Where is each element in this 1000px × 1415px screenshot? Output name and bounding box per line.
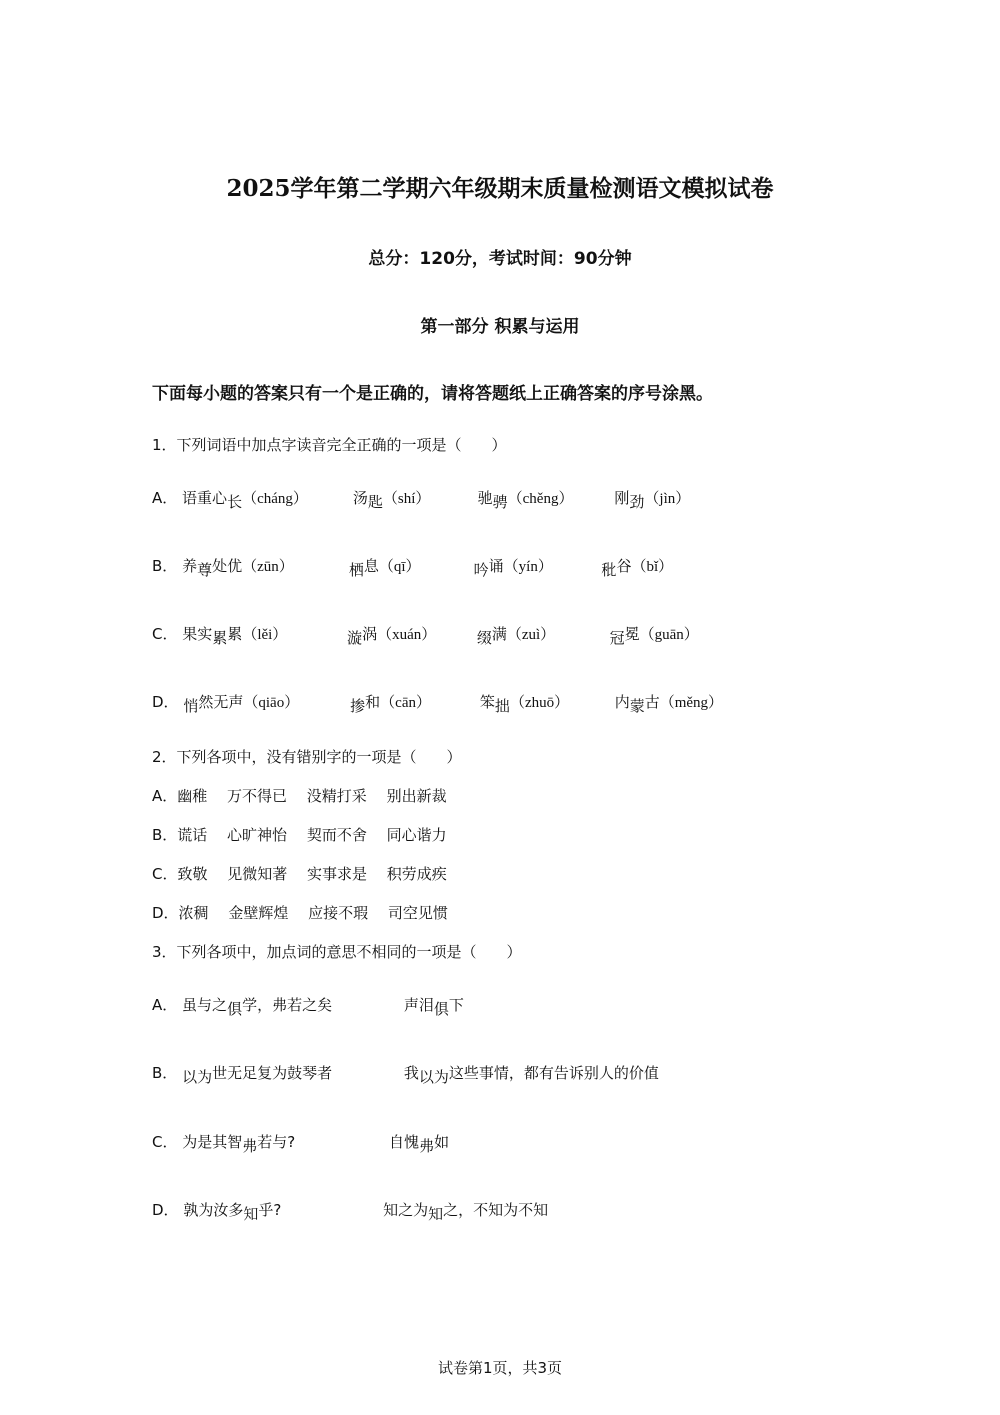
option-label: D．	[152, 1201, 179, 1219]
question-2-stem: 2．下列各项中，没有错别字的一项是（ ）	[152, 748, 462, 766]
q3-a-left: 虽与之俱学，弗若之矣	[182, 996, 333, 1018]
q1-a-item-4: 刚劲（jìn）	[614, 489, 691, 511]
instruction-text: 下面每小题的答案只有一个是正确的，请将答题纸上正确答案的序号涂黑。	[152, 384, 713, 404]
q1-c-item-1: 果实累累（lěi）	[182, 625, 288, 647]
q2-option-b: B．谎话 心旷神怡 契而不舍 同心谐力	[152, 826, 447, 844]
q1-option-d	[152, 691, 724, 715]
q1-d-item-3: 笨拙（zhuō）	[479, 693, 570, 715]
q3-b-right: 我以为这些事情，都有告诉别人的价值	[403, 1064, 659, 1086]
q3-c-left: 为是其智弗若与?	[182, 1133, 296, 1155]
q1-d-item-4: 内蒙古（měng）	[614, 693, 724, 715]
option-label: B．	[152, 557, 178, 575]
q1-a-item-1: 语重心长（cháng）	[182, 489, 308, 511]
q3-option-b	[152, 1062, 659, 1086]
q1-d-item-1: 悄然无声（qiāo）	[183, 693, 300, 715]
q3-d-right: 知之为知之，不知为不知	[383, 1201, 549, 1223]
option-label: C．	[152, 625, 178, 643]
option-label: A．	[152, 996, 178, 1014]
q3-option-a	[152, 994, 464, 1018]
question-1-stem: 1．下列词语中加点字读音完全正确的一项是（ ）	[152, 436, 507, 454]
q3-c-right: 自愧弗如	[389, 1133, 450, 1155]
q2-option-d: D．浓稠 金壁辉煌 应接不瑕 司空见惯	[152, 904, 448, 922]
q1-a-item-3: 驰骋（chěng）	[477, 489, 574, 511]
part-heading: 第一部分 积累与运用	[420, 317, 580, 337]
q1-b-item-1: 养尊处优（zūn）	[182, 557, 294, 579]
q2-option-c: C．致敬 见微知著 实事求是 积劳成疾	[152, 865, 447, 883]
page-title: 2025学年第二学期六年级期末质量检测语文模拟试卷	[226, 175, 774, 202]
q3-option-c	[152, 1131, 450, 1155]
q1-c-item-3: 缀满（zuì）	[476, 625, 556, 647]
q3-a-right: 声泪俱下	[403, 996, 464, 1018]
q3-option-d	[152, 1199, 549, 1223]
q1-b-item-2: 栖息（qī）	[348, 557, 421, 579]
question-3-stem: 3．下列各项中，加点词的意思不相同的一项是（ ）	[152, 943, 522, 961]
score-time-info: 总分：120分，考试时间：90分钟	[368, 249, 632, 269]
q1-c-item-2: 漩涡（xuán）	[347, 625, 437, 647]
q1-b-item-3: 吟诵（yín）	[473, 557, 553, 579]
q3-d-left: 孰为汝多知乎?	[183, 1201, 282, 1223]
q1-option-b	[152, 555, 674, 579]
option-label: D．	[152, 693, 179, 711]
option-label: A．	[152, 489, 178, 507]
q1-option-a	[152, 487, 691, 511]
q2-option-a: A．幽稚 万不得已 没精打采 别出新裁	[152, 787, 447, 805]
option-label: C．	[152, 1133, 178, 1151]
q1-c-item-4: 冠冕（guān）	[609, 625, 699, 647]
page-footer: 试卷第1页，共3页	[437, 1359, 563, 1377]
q1-a-item-2: 汤匙（shí）	[352, 489, 431, 511]
q3-b-left: 以为世无足复为鼓琴者	[182, 1064, 333, 1086]
q1-b-item-4: 秕谷（bǐ）	[601, 557, 674, 579]
option-label: B．	[152, 1064, 178, 1082]
q1-d-item-2: 掺和（cān）	[350, 693, 431, 715]
q1-option-c	[152, 623, 699, 647]
